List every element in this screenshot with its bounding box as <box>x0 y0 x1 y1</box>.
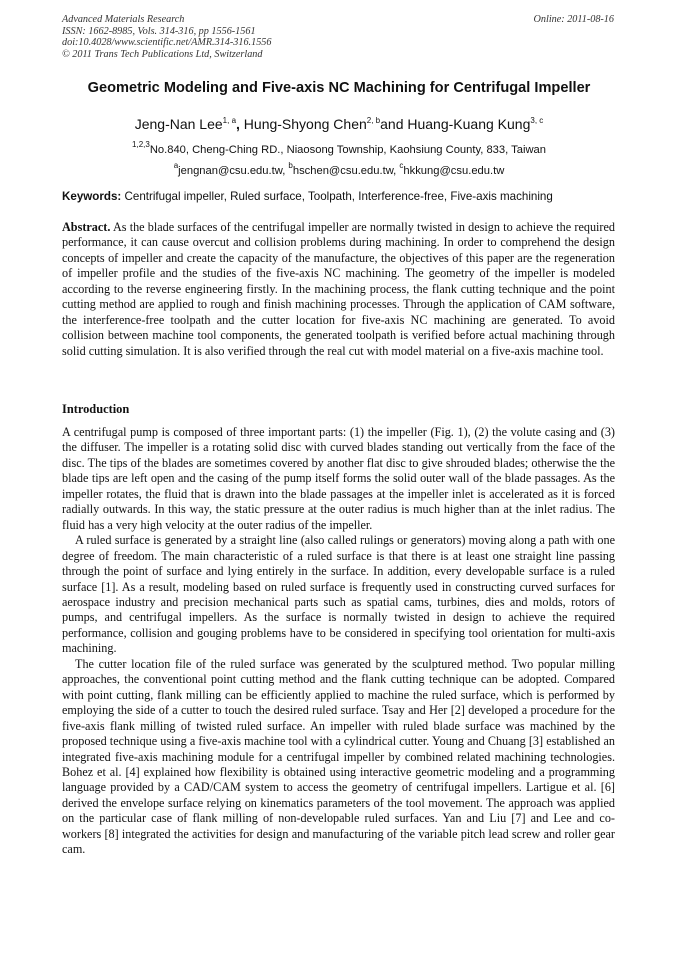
author-name: Jeng-Nan Lee <box>134 116 223 132</box>
author-superscript: 3, c <box>530 116 544 125</box>
copyright-line: © 2011 Trans Tech Publications Ltd, Switzerland <box>62 48 263 60</box>
email-superscript: c <box>399 161 404 170</box>
author-list <box>30 116 648 132</box>
affiliation <box>30 140 648 156</box>
doi-line[interactable]: doi:10.4028/www.scientific.net/AMR.314-316.1556 <box>62 37 272 49</box>
keywords-label: Keywords: <box>62 190 122 203</box>
keywords-text: Centrifugal impeller, Ruled surface, Toolpath, Interference-free, Five-axis machining <box>121 190 553 203</box>
author-name: Huang-Kuang Kung <box>407 116 531 132</box>
email-address[interactable]: hkkung@csu.edu.tw <box>403 165 505 177</box>
online-date: Online: 2011-08-16 <box>533 14 614 25</box>
section-heading-introduction: Introduction <box>62 402 130 416</box>
abstract-text: As the blade surfaces of the centrifugal impeller are normally twisted in design to achieve the required performance, it can cause overcut and collision problems during machining. In order to comprehend the design concepts of impeller and create the capacity of the manufacture, the objectives of this paper are the regeneration of impeller profile and the studies of the five-axis NC machining. The geometry of the impeller is modeled according to the reverse engineering firstly. In the machining process, the flank cutting technique and the point cutting method are applied to rough and finish machining processes. Through the application of CAM software, the interference-free toolpath and the cutter location for five-axis NC machining are generated. To avoid collision between machine tool components, the generated toolpath is verified before actual machining through solid cutting simulation. It is also verified through the real cut with model material on a five-axis machine tool. <box>62 220 615 358</box>
author-superscript: 1, a <box>222 116 237 125</box>
keywords <box>62 190 622 203</box>
email-address[interactable]: jengnan@csu.edu.tw <box>178 165 283 177</box>
paper-title: Geometric Modeling and Five-axis NC Machining for Centrifugal Impeller <box>87 80 591 96</box>
author-name: Hung-Shyong Chen <box>243 116 367 132</box>
journal-header <box>62 14 271 60</box>
email-address[interactable]: hschen@csu.edu.tw <box>292 165 394 177</box>
paragraph: A centrifugal pump is composed of three important parts: (1) the impeller (Fig. 1), (2) the volute casing and (3) the diffuser. The impeller is a rotating solid disc with curved blades standing out vertically from the face of the disc. The tips of the blades are sometimes covered by another flat disc to give shrouded blades; otherwise the the blade tips are left open and the casing of the pump itself forms the solid outer wall of the blade passages. As the impeller rotates, the fluid that is drawn into the blade passages at the impeller inlet is accelerated as it is forced radially outwards. In this way, the static pressure at the outer radius is much higher than at the inlet radius. The fluid has a very high velocity at the outer radius of the impeller. <box>62 425 615 532</box>
introduction-body <box>62 425 615 858</box>
issn-line: ISSN: 1662-8985, Vols. 314-316, pp 1556-1561 <box>62 25 256 37</box>
email-list: $^a$jengnan@csu.edu.tw, $^b$hschen@csu.edu.tw, $^c$hkkung@csu.edu.tw <box>173 161 505 177</box>
abstract-label: Abstract. <box>62 220 111 234</box>
abstract <box>62 220 615 359</box>
affiliation-text: No.840, Cheng-Ching RD., Niaosong Township, Kaohsiung County, 833, Taiwan <box>149 144 546 156</box>
author-conjunction: and <box>380 116 408 132</box>
paragraph: The cutter location file of the ruled surface was generated by the sculptured method. Two popular milling approaches, the conventional point cutting method and the flank cutting technique can be adopted. Compared with point cutting, flank milling can be efficiently applied to machine the ruled surface, which is performed by employing the side of a cutter to touch the desired ruled surface. Tsay and Her [2] developed a procedure for the five-axis flank milling of twisted ruled surface. An impeller with ruled blade surface was machined by the proposed technique using a five-axis machine tool with a cylindrical cutter. Young and Chuang [3] established an integrated five-axis machining module for a centrifugal impeller by combined related machining technologies. Bohez et al. [4] explained how flexibility is obtained using interactive geometric modeling and a programming language provided by a CAD/CAM system to access the geometry of centrifugal impellers. Lartigue et al. [6] derived the envelope surface relying on kinematics parameters of the tool movement. The approach was applied on the particular case of flank milling of non-developable ruled surfaces. Yan and Liu [7] and Lee and co-workers [8] integrated the activities for design and manufacturing of the variable pitch lead screw and roller gear cam. <box>62 656 615 857</box>
paragraph: A ruled surface is generated by a straight line (also called rulings or generators) moving along a path with one degree of freedom. The main characteristic of a ruled surface is that there is at least one straight line passing through the point of surface and lying entirely in the surface. In addition, every developable surface is a ruled surface [1]. As a result, modeling based on ruled surface is frequently used in constructing curved surfaces for aerospace industry and precision mechanical parts such as spatial cams, turbines, dies and molds, rotors of pumps, and centrifugal impellers. As the surface is normally twisted in design to achieve the required performance, collision and gouging problems have to be considered in specifying tool orientation for multi-axis machining. <box>62 533 615 656</box>
author-superscript: 2, b <box>366 116 381 125</box>
affiliation-superscript: 1,2,3 <box>132 140 150 149</box>
author-separator: , <box>236 116 244 132</box>
journal-name: Advanced Materials Research <box>62 14 185 25</box>
email-superscript: b <box>288 161 293 170</box>
email-superscript: a <box>173 161 179 170</box>
